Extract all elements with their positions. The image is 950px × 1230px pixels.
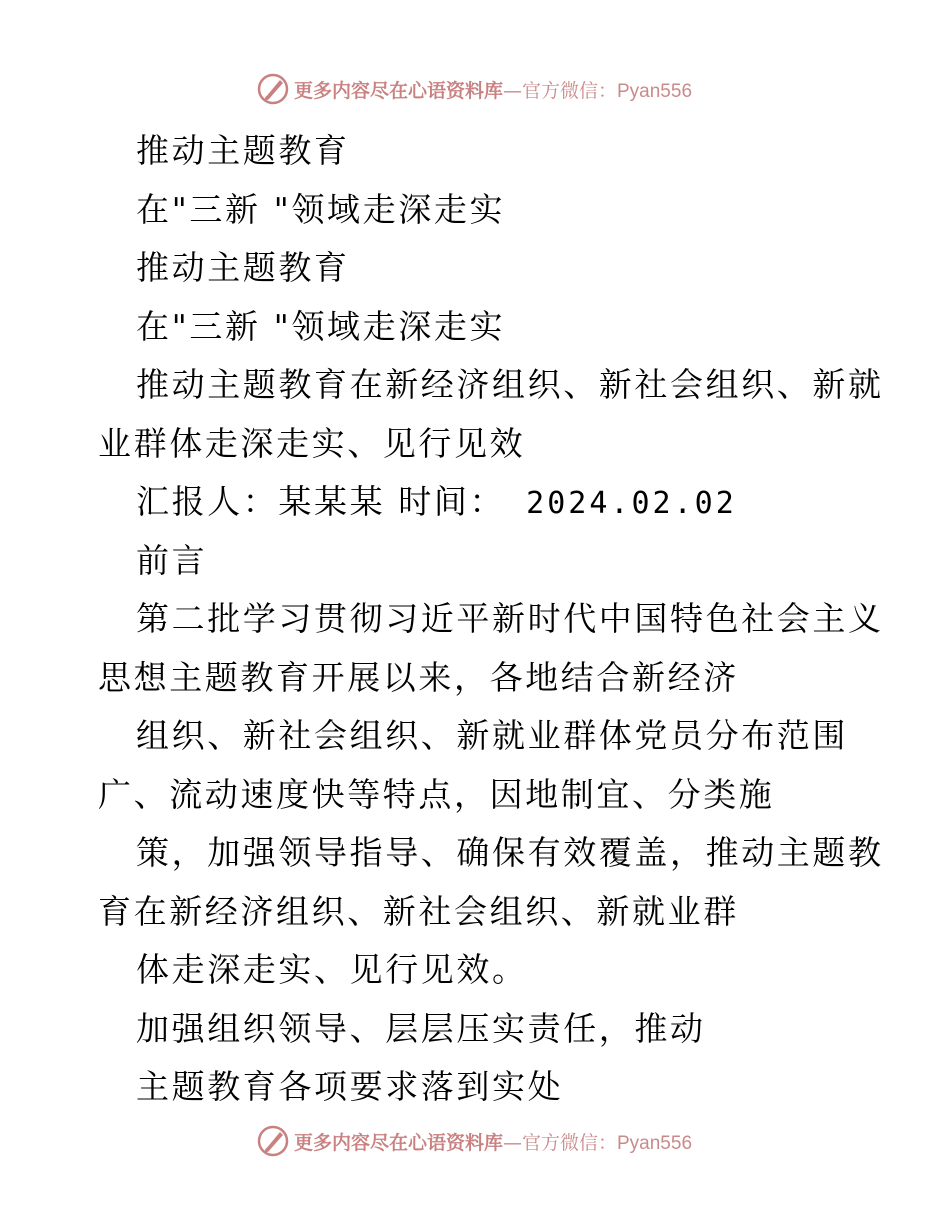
watermark-text [294,1128,692,1155]
watermark-official: 官方微信： [521,1131,617,1154]
watermark-dash: — [502,79,522,102]
watermark-text [294,76,692,103]
header-watermark [0,71,950,107]
doc-line: 主题教育各项要求落到实处 [136,1067,564,1106]
reporter-line [98,473,858,532]
section-heading: 前言 [136,540,208,580]
doc-line: 第二批学习贯彻习近平新时代中国特色社会主义 [136,599,884,638]
doc-line: 推动主题教育 [136,131,350,170]
report-date: 2024.02.02 [505,486,737,521]
doc-line: 广、流动速度快等特点，因地制宜、分类施 [98,774,775,814]
document-body [98,122,884,1117]
doc-line: 业群体走深走实、见行见效 [98,423,526,463]
doc-line: 加强组织领导、层层压实责任，推动 [136,1008,706,1048]
watermark-dash: — [502,1131,522,1154]
doc-line: 策，加强领导指导、确保有效覆盖，推动主题教 [136,833,884,872]
doc-line: 在"三新 "领域走深走实 [136,306,506,346]
quill-pen-circle-icon [256,72,290,106]
watermark-main: 更多内容尽在心语资料库 [293,1131,503,1154]
watermark-main: 更多内容尽在心语资料库 [293,79,503,102]
watermark-account: Pyan556 [617,1132,693,1154]
doc-line: 育在新经济组织、新社会组织、新就业群 [98,891,739,931]
doc-line: 体走深走实、见行见效。 [136,950,528,989]
footer-watermark [0,1123,950,1159]
watermark-account: Pyan556 [617,80,693,102]
doc-line: 推动主题教育在新经济组织、新社会组织、新就 [136,365,884,404]
doc-line: 思想主题教育开展以来，各地结合新经济 [98,657,739,697]
reporter-label: 汇报人：某某某 时间： [136,482,506,521]
quill-pen-circle-icon [256,1124,290,1158]
doc-line: 推动主题教育 [136,248,350,287]
watermark-official: 官方微信： [521,79,617,102]
doc-line: 组织、新社会组织、新就业群体党员分布范围 [136,716,848,755]
doc-line: 在"三新 "领域走深走实 [136,189,506,229]
